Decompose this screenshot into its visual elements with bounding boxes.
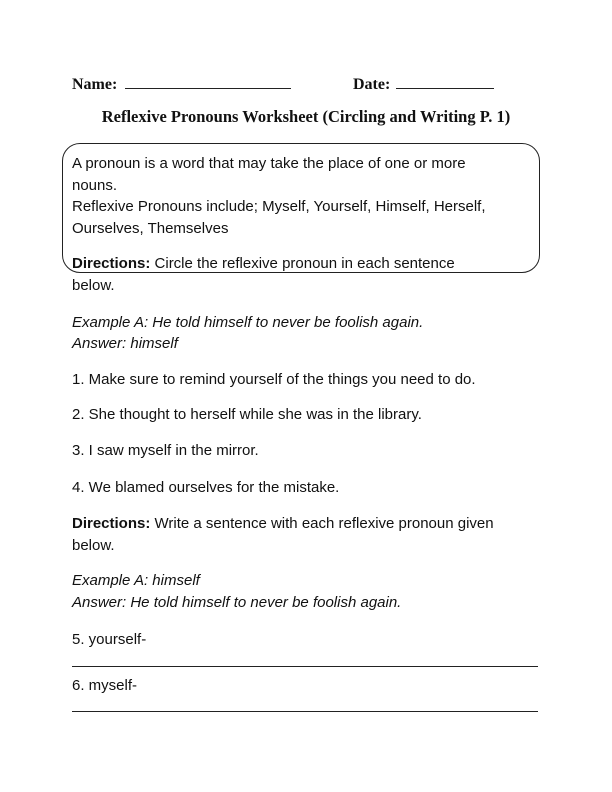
info-box-text <box>72 153 532 239</box>
part2-example: Example A: himself <box>72 572 200 589</box>
part1-example: Example A: He told himself to never be foolish again. <box>72 314 424 331</box>
name-label: Name: <box>72 76 118 93</box>
date-label: Date: <box>353 76 391 93</box>
date-field-row <box>353 74 494 94</box>
part2-directions-label: Directions: <box>72 515 151 532</box>
part1-answer: Answer: himself <box>72 335 178 352</box>
part1-directions-label: Directions: <box>72 255 151 272</box>
worksheet-title: Reflexive Pronouns Worksheet (Circling and Writing P. 1) <box>101 107 511 126</box>
name-blank-line[interactable] <box>125 74 291 89</box>
info-line-3: Reflexive Pronouns include; Myself, Yourself, Himself, Herself, <box>72 198 486 215</box>
part2-answer: Answer: He told himself to never be foolish again. <box>72 594 402 611</box>
part1-directions-text-2: below. <box>72 276 115 294</box>
list-item: 5. yourself- <box>72 631 147 648</box>
part1-directions-text: Circle the reflexive pronoun in each sentence <box>150 255 455 272</box>
answer-line-6[interactable] <box>72 711 538 712</box>
list-item: 2. She thought to herself while she was in the library. <box>72 406 422 423</box>
name-field-row <box>72 74 291 94</box>
answer-line-5[interactable] <box>72 666 538 667</box>
part2-directions-text-2: below. <box>72 536 115 554</box>
list-item: 3. I saw myself in the mirror. <box>72 442 259 459</box>
list-item: 6. myself- <box>72 677 138 694</box>
part2-directions <box>72 513 542 556</box>
part2-directions-text: Write a sentence with each reflexive pronoun given <box>150 515 494 532</box>
info-line-2: nouns. <box>72 176 118 194</box>
part1-directions <box>72 253 542 296</box>
date-blank-line[interactable] <box>396 74 494 89</box>
list-item: 4. We blamed ourselves for the mistake. <box>72 479 340 496</box>
info-line-4: Ourselves, Themselves <box>72 219 229 237</box>
info-line-1: A pronoun is a word that may take the place of one or more <box>72 155 466 172</box>
list-item: 1. Make sure to remind yourself of the things you need to do. <box>72 371 476 388</box>
